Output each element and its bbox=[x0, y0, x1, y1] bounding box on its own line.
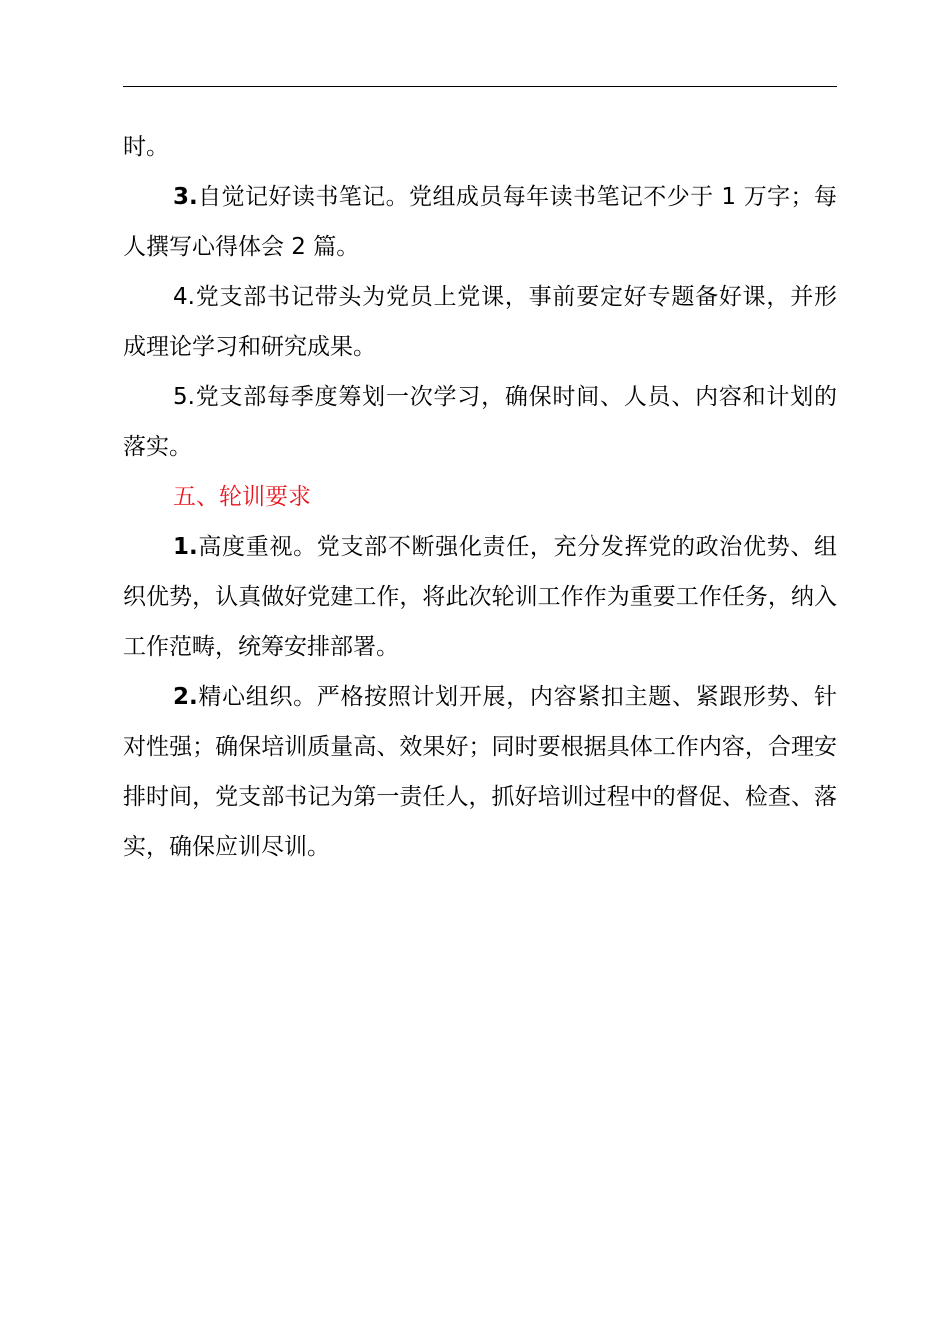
item-5-paragraph: 5.党支部每季度筹划一次学习，确保时间、人员、内容和计划的落实。 bbox=[123, 384, 837, 460]
header-rule bbox=[123, 86, 837, 87]
item-4-paragraph: 4.党支部书记带头为党员上党课，事前要定好专题备好课，并形成理论学习和研究成果。 bbox=[123, 284, 837, 360]
requirement-1-number: 1. bbox=[173, 534, 198, 560]
document-body bbox=[123, 122, 837, 872]
requirement-1-text: 高度重视。党支部不断强化责任，充分发挥党的政治优势、组织优势，认真做好党建工作，将此次轮训工作作为重要工作任务，纳入工作范畴，统筹安排部署。 bbox=[123, 534, 837, 660]
requirement-2-paragraph bbox=[123, 672, 837, 872]
item-3-paragraph bbox=[123, 172, 837, 272]
requirement-1-paragraph bbox=[123, 522, 837, 672]
item-3-text: 自觉记好读书笔记。党组成员每年读书笔记不少于 1 万字；每人撰写心得体会 2 篇。 bbox=[123, 184, 837, 260]
requirement-2-number: 2. bbox=[173, 684, 198, 710]
requirement-2-text: 精心组织。严格按照计划开展，内容紧扣主题、紧跟形势、针对性强；确保培训质量高、效果好；同时要根据具体工作内容，合理安排时间，党支部书记为第一责任人，抓好培训过程中的督促、检查、落实，确保应训尽训。 bbox=[123, 684, 837, 860]
continuation-paragraph: 时。 bbox=[123, 134, 169, 160]
section-heading: 五、轮训要求 bbox=[173, 484, 311, 510]
item-3-number: 3. bbox=[173, 184, 198, 210]
